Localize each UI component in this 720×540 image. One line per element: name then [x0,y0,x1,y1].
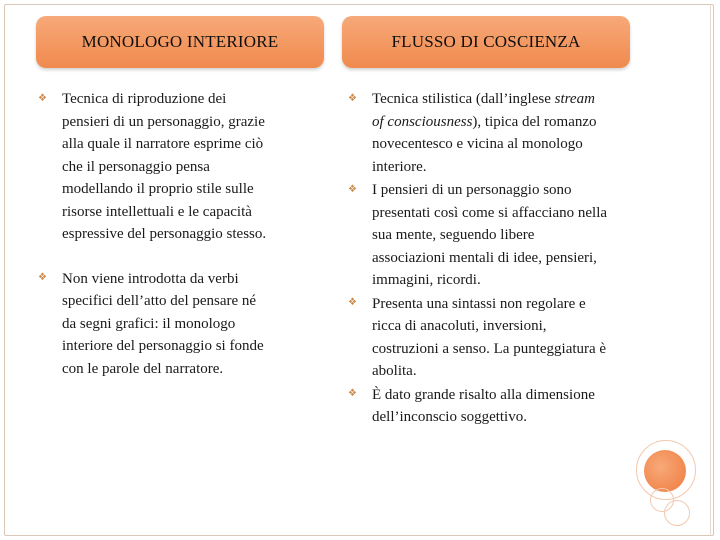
list-item [36,88,316,246]
diamond-bullet-icon: ❖ [348,297,357,309]
left-column-list [36,88,316,380]
heading-left-text: MONOLOGO INTERIORE [81,32,279,51]
list-item-text: Tecnica di riproduzione dei pensieri di un personaggio, grazie alla quale il narratore esprime ciò che il personaggio pensa modellando il proprio stile sulle risorse intellettuali e le capacità espressive del personaggio stesso. [62,91,267,242]
bullet-suffix: ), tipica del romanzo novecentesco e vicina al monologo interiore. [372,113,597,175]
decorative-circle-outline [664,500,690,526]
list-item-text [372,88,662,178]
list-item [36,268,316,381]
bullet-prefix: Tecnica stilistica (dall’inglese [372,91,555,107]
heading-monologo-interiore [36,16,324,68]
heading-flusso-di-coscienza [342,16,630,68]
heading-right-text: FLUSSO DI COSCIENZA [391,32,581,51]
list-item-text: I pensieri di un personaggio sono presentati così come si affacciano nella sua mente, seguendo libere associazioni mentali di idee, pensieri, immagini, ricordi. [372,182,608,288]
diamond-bullet-icon: ❖ [348,92,357,104]
list-item [346,293,662,383]
diamond-bullet-icon: ❖ [38,92,47,104]
list-item-text: Non viene introdotta da verbi specifici dell’atto del pensare né da segni grafici: il monologo interiore del personaggio si fonde con le parole del narratore. [62,270,264,377]
list-item [346,384,662,429]
decorative-circle [644,450,686,492]
diamond-bullet-icon: ❖ [348,388,357,400]
bullet-italic-term: stream of consciousness [372,91,595,130]
list-item [346,179,662,292]
list-item [346,88,662,178]
diamond-bullet-icon: ❖ [348,183,357,195]
list-item-text: È dato grande risalto alla dimensione dell’inconscio soggettivo. [372,386,595,425]
right-column-list [346,88,662,430]
slide-frame-edge [710,4,711,536]
diamond-bullet-icon: ❖ [38,272,47,284]
list-item-text: Presenta una sintassi non regolare e ricca di anacoluti, inversioni, costruzioni a senso. La punteggiatura è abolita. [372,295,607,379]
